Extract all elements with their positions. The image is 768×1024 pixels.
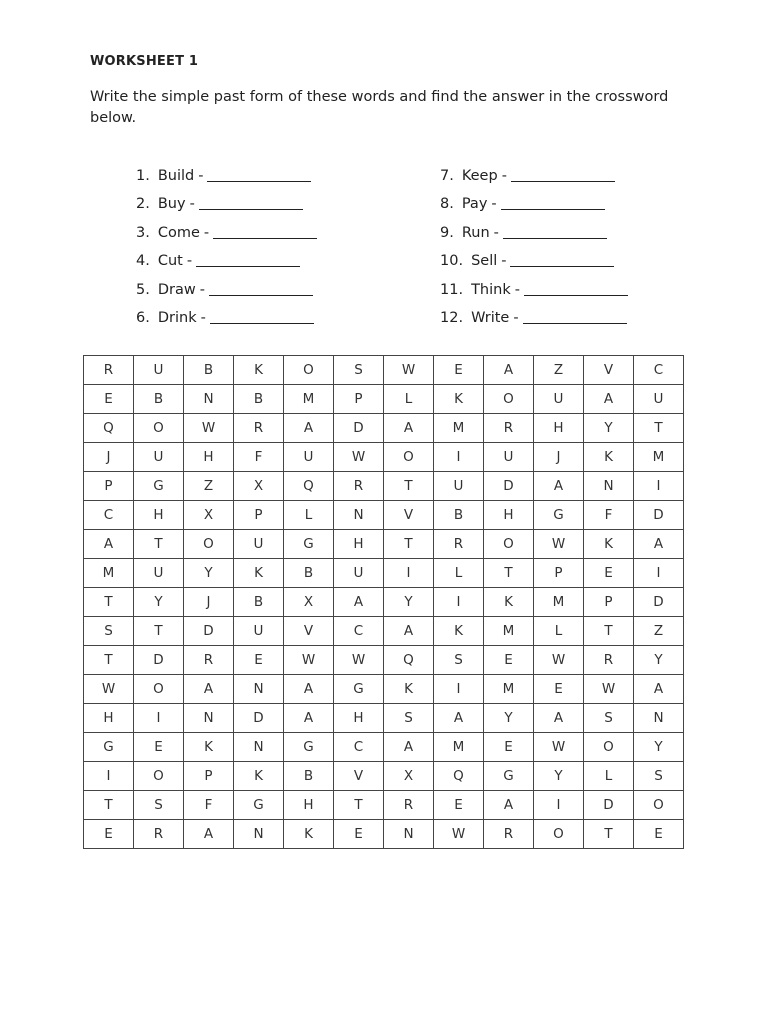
- grid-row: [84, 646, 684, 675]
- grid-cell: E: [634, 820, 684, 849]
- word-number: 12.: [440, 310, 464, 326]
- grid-cell: F: [234, 443, 284, 472]
- grid-cell: B: [434, 501, 484, 530]
- grid-cell: J: [534, 443, 584, 472]
- grid-cell: X: [384, 762, 434, 791]
- grid-cell: I: [634, 559, 684, 588]
- word-item: [440, 301, 628, 330]
- grid-cell: D: [484, 472, 534, 501]
- grid-cell: L: [584, 762, 634, 791]
- grid-cell: Y: [634, 733, 684, 762]
- grid-cell: R: [484, 820, 534, 849]
- grid-cell: A: [384, 733, 434, 762]
- word-separator: -: [501, 167, 507, 184]
- grid-cell: K: [234, 559, 284, 588]
- grid-row: [84, 472, 684, 501]
- grid-cell: W: [284, 646, 334, 675]
- grid-cell: I: [384, 559, 434, 588]
- word-label: Keep: [461, 167, 498, 184]
- grid-cell: Y: [384, 588, 434, 617]
- grid-cell: E: [534, 675, 584, 704]
- grid-row: [84, 530, 684, 559]
- grid-cell: A: [634, 530, 684, 559]
- grid-cell: N: [234, 820, 284, 849]
- word-label: Run: [461, 224, 490, 241]
- grid-cell: N: [184, 385, 234, 414]
- grid-cell: P: [584, 588, 634, 617]
- grid-cell: T: [134, 530, 184, 559]
- grid-cell: V: [334, 762, 384, 791]
- word-separator: -: [501, 253, 507, 269]
- grid-cell: S: [634, 762, 684, 791]
- grid-cell: A: [284, 414, 334, 443]
- grid-cell: S: [334, 356, 384, 385]
- word-label: Sell: [471, 253, 498, 269]
- grid-cell: A: [534, 472, 584, 501]
- grid-cell: A: [484, 356, 534, 385]
- grid-cell: I: [434, 443, 484, 472]
- grid-cell: P: [534, 559, 584, 588]
- word-search-grid: [83, 355, 684, 849]
- grid-cell: H: [334, 530, 384, 559]
- grid-cell: P: [84, 472, 134, 501]
- word-label: Write: [471, 310, 510, 326]
- grid-cell: N: [384, 820, 434, 849]
- grid-cell: G: [284, 530, 334, 559]
- grid-cell: H: [134, 501, 184, 530]
- grid-cell: S: [584, 704, 634, 733]
- grid-cell: M: [434, 414, 484, 443]
- grid-row: [84, 762, 684, 791]
- word-separator: -: [491, 196, 497, 212]
- grid-cell: R: [84, 356, 134, 385]
- grid-cell: Z: [184, 472, 234, 501]
- grid-cell: N: [584, 472, 634, 501]
- grid-cell: T: [84, 791, 134, 820]
- grid-cell: R: [484, 414, 534, 443]
- grid-cell: W: [84, 675, 134, 704]
- grid-cell: B: [234, 588, 284, 617]
- word-separator: -: [189, 196, 195, 212]
- grid-cell: R: [234, 414, 284, 443]
- grid-cell: K: [234, 356, 284, 385]
- grid-cell: N: [184, 704, 234, 733]
- answer-blank: [510, 265, 614, 267]
- grid-cell: U: [134, 356, 184, 385]
- grid-cell: N: [234, 733, 284, 762]
- grid-cell: T: [334, 791, 384, 820]
- grid-cell: K: [184, 733, 234, 762]
- word-item: [136, 244, 317, 273]
- grid-cell: I: [634, 472, 684, 501]
- grid-cell: H: [84, 704, 134, 733]
- grid-cell: V: [384, 501, 434, 530]
- grid-cell: A: [284, 675, 334, 704]
- word-item: [136, 215, 317, 244]
- grid-cell: Q: [434, 762, 484, 791]
- grid-cell: M: [84, 559, 134, 588]
- word-separator: -: [200, 310, 206, 326]
- grid-cell: O: [484, 530, 534, 559]
- grid-cell: E: [484, 733, 534, 762]
- grid-cell: L: [434, 559, 484, 588]
- grid-cell: B: [134, 385, 184, 414]
- grid-cell: O: [184, 530, 234, 559]
- grid-cell: U: [334, 559, 384, 588]
- grid-cell: U: [534, 385, 584, 414]
- word-separator: -: [199, 281, 205, 298]
- grid-cell: X: [184, 501, 234, 530]
- grid-cell: Y: [484, 704, 534, 733]
- grid-cell: R: [384, 791, 434, 820]
- grid-cell: T: [84, 646, 134, 675]
- grid-cell: D: [184, 617, 234, 646]
- grid-cell: Y: [584, 414, 634, 443]
- grid-cell: V: [584, 356, 634, 385]
- grid-cell: D: [634, 501, 684, 530]
- grid-cell: K: [434, 617, 484, 646]
- grid-cell: C: [634, 356, 684, 385]
- grid-cell: W: [334, 443, 384, 472]
- instructions-text: Write the simple past form of these words and find the answer in the crossword below.: [90, 89, 669, 126]
- grid-cell: A: [84, 530, 134, 559]
- grid-cell: P: [334, 385, 384, 414]
- word-number: 6.: [136, 310, 150, 326]
- grid-cell: N: [634, 704, 684, 733]
- grid-cell: I: [434, 675, 484, 704]
- grid-cell: O: [534, 820, 584, 849]
- grid-cell: A: [484, 791, 534, 820]
- grid-cell: W: [534, 646, 584, 675]
- word-number: 3.: [136, 224, 150, 241]
- answer-blank: [196, 265, 300, 267]
- grid-cell: K: [384, 675, 434, 704]
- grid-cell: L: [384, 385, 434, 414]
- word-label: Pay: [461, 196, 488, 212]
- grid-cell: B: [284, 559, 334, 588]
- grid-cell: C: [334, 733, 384, 762]
- grid-cell: O: [384, 443, 434, 472]
- word-label: Drink: [157, 310, 197, 326]
- grid-cell: I: [134, 704, 184, 733]
- grid-cell: S: [434, 646, 484, 675]
- grid-cell: D: [134, 646, 184, 675]
- grid-cell: Y: [634, 646, 684, 675]
- grid-cell: A: [384, 414, 434, 443]
- grid-cell: C: [84, 501, 134, 530]
- grid-cell: D: [634, 588, 684, 617]
- word-item: [136, 301, 317, 330]
- grid-row: [84, 791, 684, 820]
- grid-cell: M: [284, 385, 334, 414]
- word-item: [136, 272, 317, 301]
- grid-cell: O: [484, 385, 534, 414]
- grid-cell: B: [184, 356, 234, 385]
- grid-cell: B: [284, 762, 334, 791]
- grid-cell: G: [284, 733, 334, 762]
- grid-cell: W: [534, 530, 584, 559]
- grid-cell: X: [234, 472, 284, 501]
- grid-cell: T: [584, 820, 634, 849]
- grid-row: [84, 356, 684, 385]
- word-item: [440, 244, 628, 273]
- grid-cell: J: [84, 443, 134, 472]
- word-number: 11.: [440, 281, 464, 298]
- grid-cell: E: [234, 646, 284, 675]
- grid-cell: Z: [634, 617, 684, 646]
- word-number: 2.: [136, 196, 150, 212]
- answer-blank: [503, 237, 607, 239]
- grid-cell: W: [184, 414, 234, 443]
- grid-cell: H: [534, 414, 584, 443]
- word-item: [440, 272, 628, 301]
- grid-cell: T: [484, 559, 534, 588]
- grid-row: [84, 443, 684, 472]
- grid-cell: O: [134, 675, 184, 704]
- grid-cell: A: [284, 704, 334, 733]
- grid-row: [84, 414, 684, 443]
- grid-cell: G: [234, 791, 284, 820]
- grid-cell: A: [334, 588, 384, 617]
- grid-cell: L: [284, 501, 334, 530]
- grid-row: [84, 675, 684, 704]
- grid-cell: T: [384, 472, 434, 501]
- grid-cell: F: [184, 791, 234, 820]
- word-label: Build: [157, 167, 195, 184]
- grid-cell: G: [84, 733, 134, 762]
- grid-cell: K: [584, 530, 634, 559]
- grid-cell: G: [334, 675, 384, 704]
- grid-cell: D: [584, 791, 634, 820]
- grid-cell: W: [334, 646, 384, 675]
- word-label: Think: [471, 281, 511, 298]
- word-label: Draw: [157, 281, 196, 298]
- grid-cell: W: [434, 820, 484, 849]
- grid-cell: U: [434, 472, 484, 501]
- grid-row: [84, 559, 684, 588]
- grid-cell: W: [384, 356, 434, 385]
- grid-cell: W: [534, 733, 584, 762]
- grid-cell: U: [234, 617, 284, 646]
- answer-blank: [524, 294, 628, 296]
- grid-row: [84, 733, 684, 762]
- word-number: 7.: [440, 167, 454, 184]
- word-number: 10.: [440, 253, 464, 269]
- grid-cell: I: [434, 588, 484, 617]
- answer-blank: [213, 237, 317, 239]
- grid-cell: G: [534, 501, 584, 530]
- answer-blank: [511, 180, 615, 182]
- word-item: [440, 187, 628, 216]
- grid-cell: A: [184, 675, 234, 704]
- grid-cell: S: [134, 791, 184, 820]
- word-separator: -: [513, 310, 519, 326]
- grid-cell: K: [434, 385, 484, 414]
- answer-blank: [501, 208, 605, 210]
- grid-cell: H: [334, 704, 384, 733]
- grid-cell: L: [534, 617, 584, 646]
- word-number: 5.: [136, 281, 150, 298]
- grid-cell: A: [384, 617, 434, 646]
- grid-cell: K: [584, 443, 634, 472]
- grid-cell: R: [584, 646, 634, 675]
- grid-cell: A: [584, 385, 634, 414]
- grid-cell: Y: [534, 762, 584, 791]
- answer-blank: [523, 322, 627, 324]
- grid-cell: E: [434, 791, 484, 820]
- grid-cell: E: [334, 820, 384, 849]
- grid-cell: K: [234, 762, 284, 791]
- grid-cell: H: [284, 791, 334, 820]
- grid-cell: C: [334, 617, 384, 646]
- word-number: 8.: [440, 196, 454, 212]
- grid-cell: P: [184, 762, 234, 791]
- grid-cell: J: [184, 588, 234, 617]
- worksheet-title: WORKSHEET 1: [90, 54, 199, 69]
- word-list-right: [440, 158, 628, 329]
- grid-row: [84, 385, 684, 414]
- grid-cell: U: [134, 559, 184, 588]
- word-item: [136, 158, 317, 187]
- grid-cell: T: [584, 617, 634, 646]
- grid-row: [84, 617, 684, 646]
- grid-cell: E: [84, 385, 134, 414]
- word-label: Come: [157, 224, 200, 241]
- grid-cell: T: [84, 588, 134, 617]
- grid-cell: O: [134, 414, 184, 443]
- grid-row: [84, 704, 684, 733]
- grid-cell: U: [234, 530, 284, 559]
- grid-cell: U: [284, 443, 334, 472]
- grid-row: [84, 820, 684, 849]
- grid-cell: B: [234, 385, 284, 414]
- grid-cell: E: [434, 356, 484, 385]
- word-label: Buy: [157, 196, 186, 212]
- word-separator: -: [198, 167, 204, 184]
- word-item: [440, 215, 628, 244]
- answer-blank: [199, 208, 303, 210]
- word-item: [136, 187, 317, 216]
- grid-cell: O: [284, 356, 334, 385]
- word-number: 9.: [440, 224, 454, 241]
- word-item: [440, 158, 628, 187]
- grid-cell: Y: [134, 588, 184, 617]
- grid-cell: D: [334, 414, 384, 443]
- grid-cell: R: [134, 820, 184, 849]
- word-label: Cut: [157, 253, 183, 269]
- word-list-left: [136, 158, 317, 329]
- word-number: 4.: [136, 253, 150, 269]
- grid-cell: K: [284, 820, 334, 849]
- grid-cell: N: [334, 501, 384, 530]
- answer-blank: [207, 180, 311, 182]
- grid-cell: I: [534, 791, 584, 820]
- grid-cell: G: [134, 472, 184, 501]
- grid-cell: A: [434, 704, 484, 733]
- grid-cell: V: [284, 617, 334, 646]
- grid-cell: U: [634, 385, 684, 414]
- answer-blank: [210, 322, 314, 324]
- grid-cell: Z: [534, 356, 584, 385]
- grid-row: [84, 588, 684, 617]
- grid-cell: D: [234, 704, 284, 733]
- word-separator: -: [514, 281, 520, 298]
- grid-cell: G: [484, 762, 534, 791]
- grid-cell: R: [434, 530, 484, 559]
- grid-cell: I: [84, 762, 134, 791]
- grid-cell: O: [134, 762, 184, 791]
- grid-cell: M: [534, 588, 584, 617]
- grid-cell: P: [234, 501, 284, 530]
- grid-cell: T: [384, 530, 434, 559]
- grid-cell: M: [634, 443, 684, 472]
- grid-row: [84, 501, 684, 530]
- grid-cell: Q: [84, 414, 134, 443]
- grid-cell: T: [134, 617, 184, 646]
- grid-cell: N: [234, 675, 284, 704]
- word-number: 1.: [136, 167, 150, 184]
- grid-cell: A: [184, 820, 234, 849]
- grid-cell: M: [484, 617, 534, 646]
- grid-cell: M: [484, 675, 534, 704]
- grid-cell: H: [184, 443, 234, 472]
- grid-cell: S: [384, 704, 434, 733]
- grid-cell: Q: [284, 472, 334, 501]
- grid-cell: E: [484, 646, 534, 675]
- grid-cell: T: [634, 414, 684, 443]
- grid-cell: E: [134, 733, 184, 762]
- grid-cell: M: [434, 733, 484, 762]
- grid-cell: A: [634, 675, 684, 704]
- grid-cell: O: [634, 791, 684, 820]
- grid-cell: W: [584, 675, 634, 704]
- grid-cell: E: [84, 820, 134, 849]
- grid-cell: Y: [184, 559, 234, 588]
- word-separator: -: [186, 253, 193, 269]
- grid-cell: A: [534, 704, 584, 733]
- grid-cell: X: [284, 588, 334, 617]
- grid-cell: H: [484, 501, 534, 530]
- answer-blank: [209, 294, 313, 296]
- word-separator: -: [493, 224, 499, 241]
- grid-cell: U: [484, 443, 534, 472]
- word-separator: -: [203, 224, 210, 241]
- grid-cell: K: [484, 588, 534, 617]
- grid-cell: R: [184, 646, 234, 675]
- grid-cell: O: [584, 733, 634, 762]
- grid-cell: S: [84, 617, 134, 646]
- grid-cell: U: [134, 443, 184, 472]
- grid-cell: F: [584, 501, 634, 530]
- grid-cell: R: [334, 472, 384, 501]
- grid-cell: Q: [384, 646, 434, 675]
- grid-cell: E: [584, 559, 634, 588]
